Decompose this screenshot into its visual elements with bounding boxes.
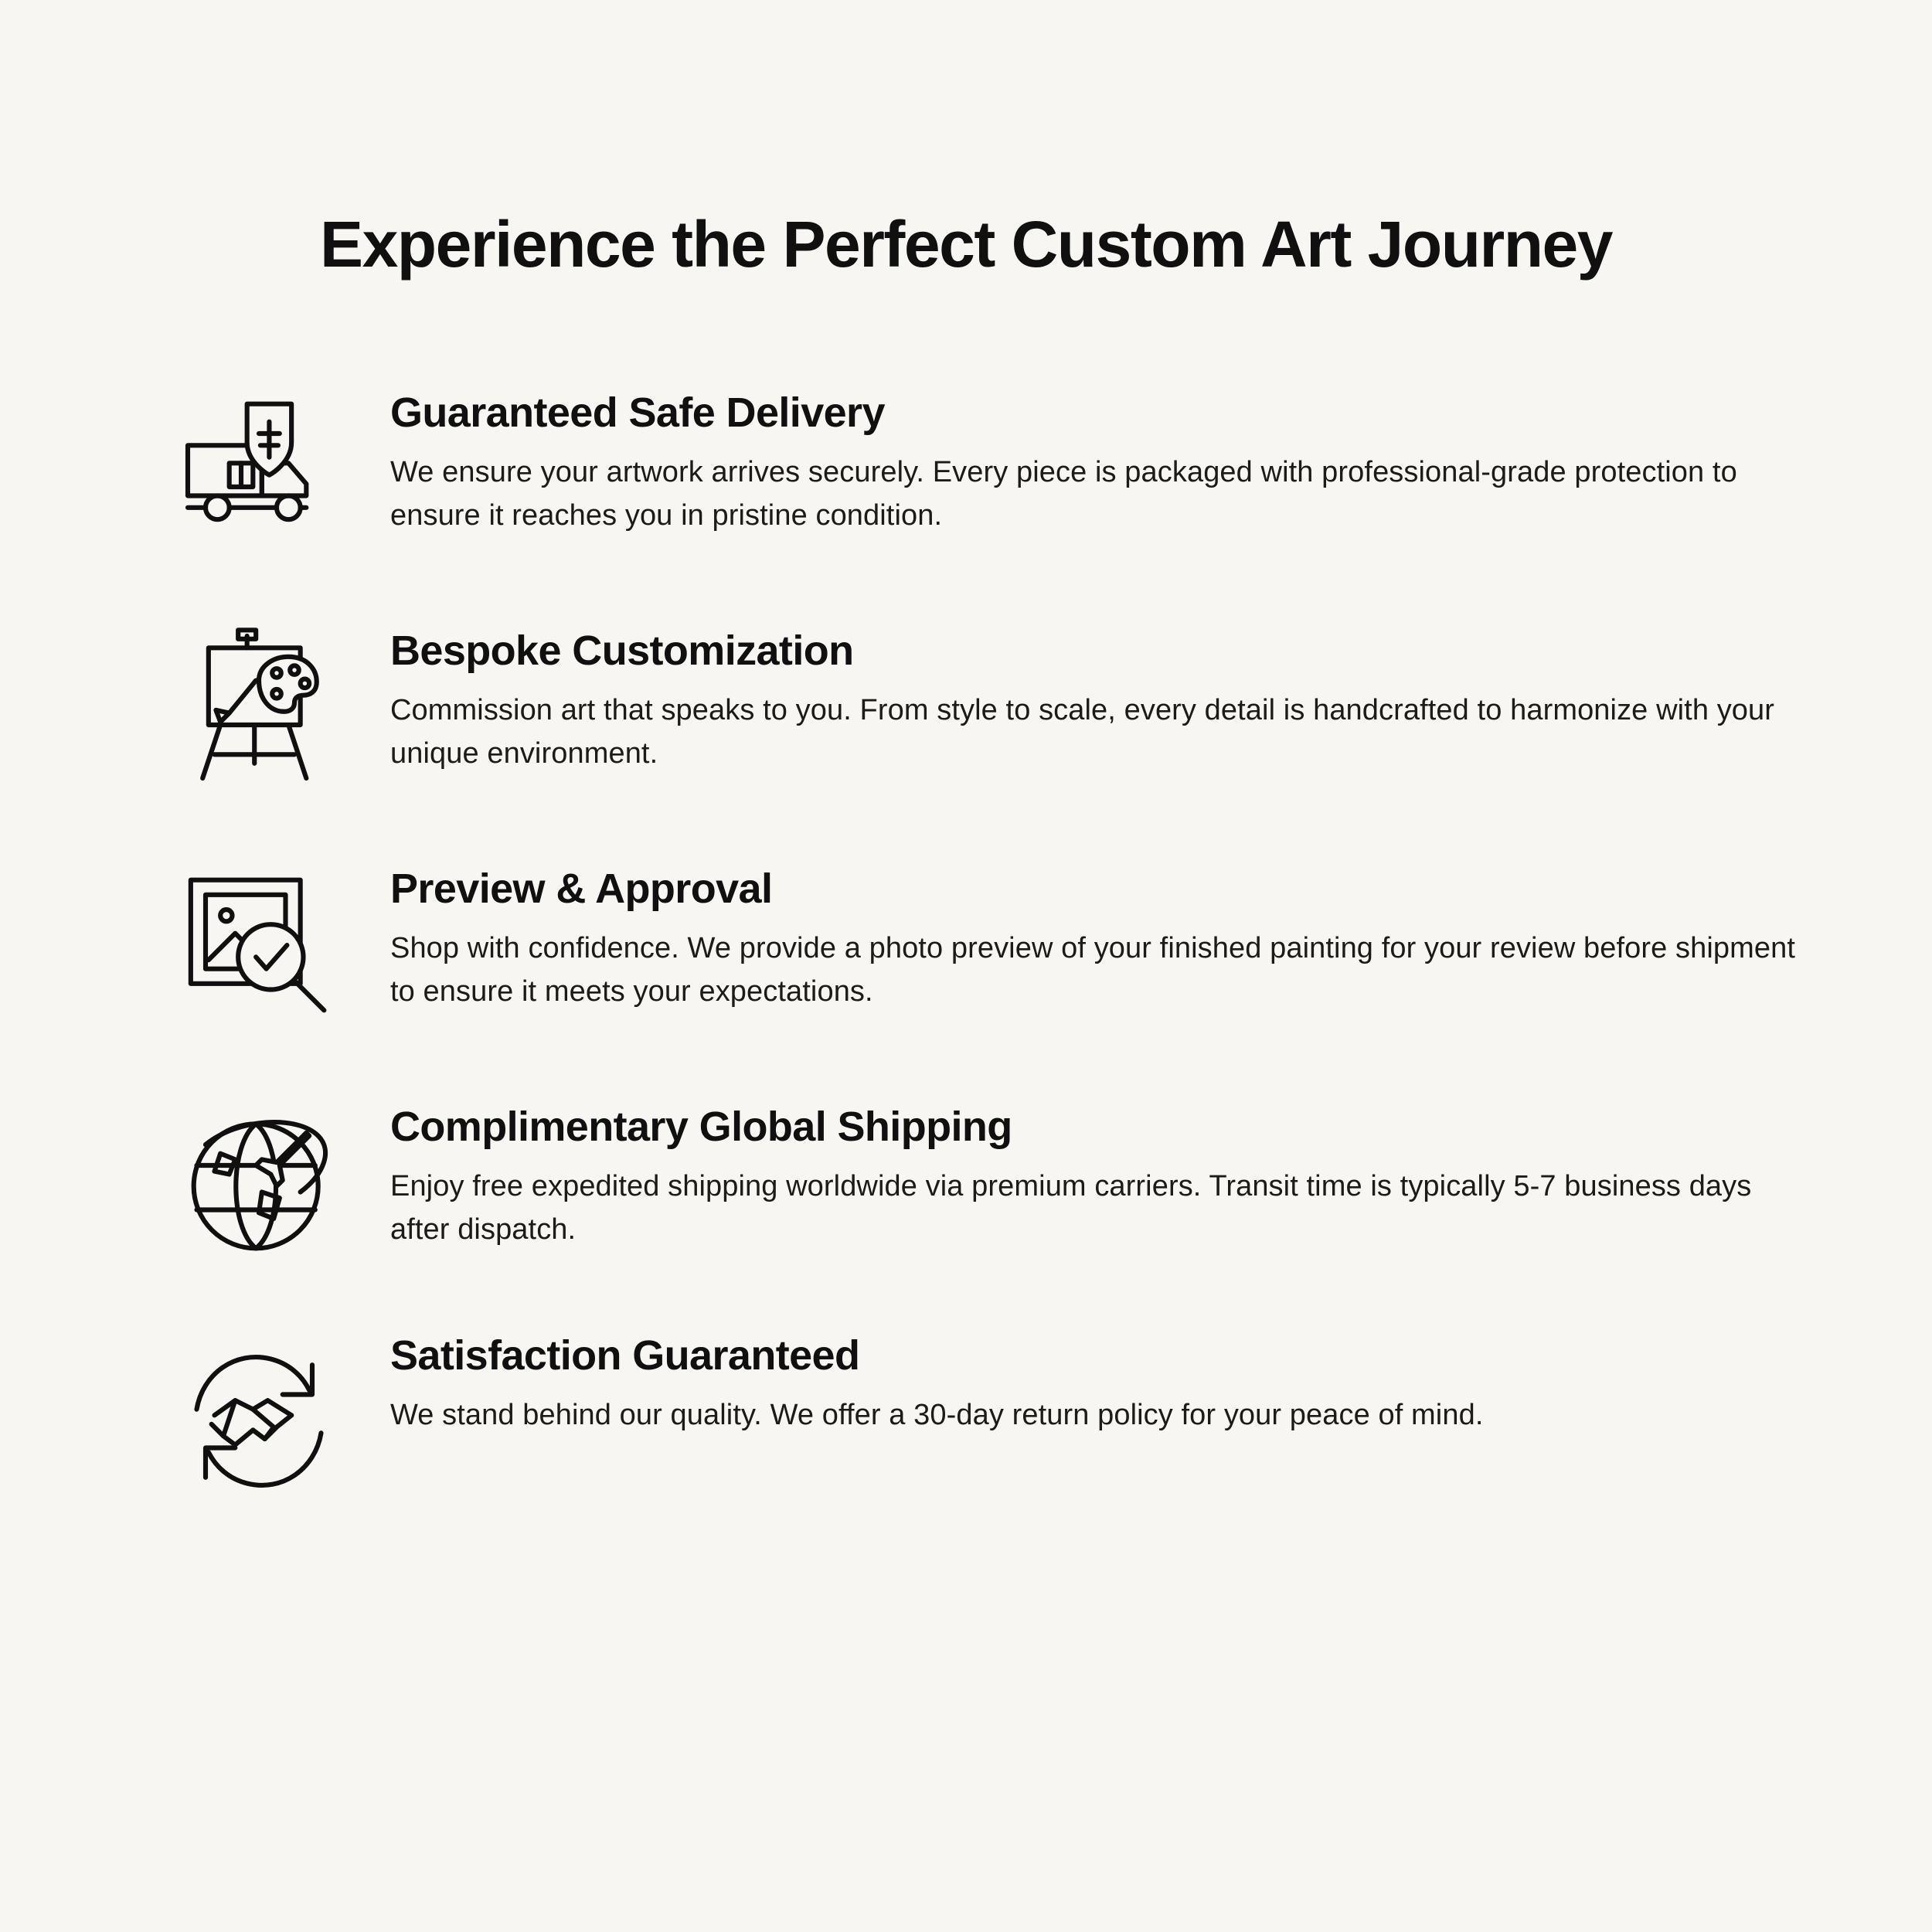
feature-description: Enjoy free expedited shipping worldwide via premium carriers. Transit time is typically 5-7 business days after dispatch. <box>390 1169 1752 1247</box>
feature-title: Complimentary Global Shipping <box>390 1104 1012 1151</box>
list-item <box>158 611 1816 804</box>
feature-description: We stand behind our quality. We offer a 30-day return policy for your peace of mind. <box>390 1398 1484 1431</box>
feature-list <box>116 372 1816 1518</box>
globe-airplane-icon <box>158 1087 359 1280</box>
feature-description: We ensure your artwork arrives securely. Every piece is packaged with professional-grade protection to ensure it reaches you in pristine condition. <box>390 455 1737 532</box>
feature-title: Bespoke Customization <box>390 628 854 675</box>
feature-text-block <box>390 1087 1797 1251</box>
feature-description: Commission art that speaks to you. From style to scale, every detail is handcrafted to harmonize with your unique environment. <box>390 693 1775 770</box>
feature-description: Shop with confidence. We provide a photo preview of your finished painting for your review before shipment to ensure it meets your expectations. <box>390 931 1796 1009</box>
feature-title: Preview & Approval <box>390 866 773 913</box>
feature-text-block <box>390 611 1797 775</box>
feature-title: Guaranteed Safe Delivery <box>390 389 885 437</box>
feature-text-block <box>390 849 1797 1013</box>
shield-delivery-truck-icon <box>158 372 359 566</box>
page-title: Experience the Perfect Custom Art Journey <box>320 208 1612 281</box>
list-item <box>158 372 1816 566</box>
feature-title: Satisfaction Guaranteed <box>390 1332 860 1379</box>
handshake-refresh-arrows-icon <box>158 1325 359 1518</box>
list-item <box>158 849 1816 1042</box>
feature-text-block <box>390 372 1797 537</box>
feature-text-block <box>390 1325 1797 1437</box>
list-item <box>158 1087 1816 1280</box>
easel-palette-brush-icon <box>158 611 359 804</box>
list-item <box>158 1325 1816 1518</box>
framed-picture-magnifier-check-icon <box>158 849 359 1042</box>
